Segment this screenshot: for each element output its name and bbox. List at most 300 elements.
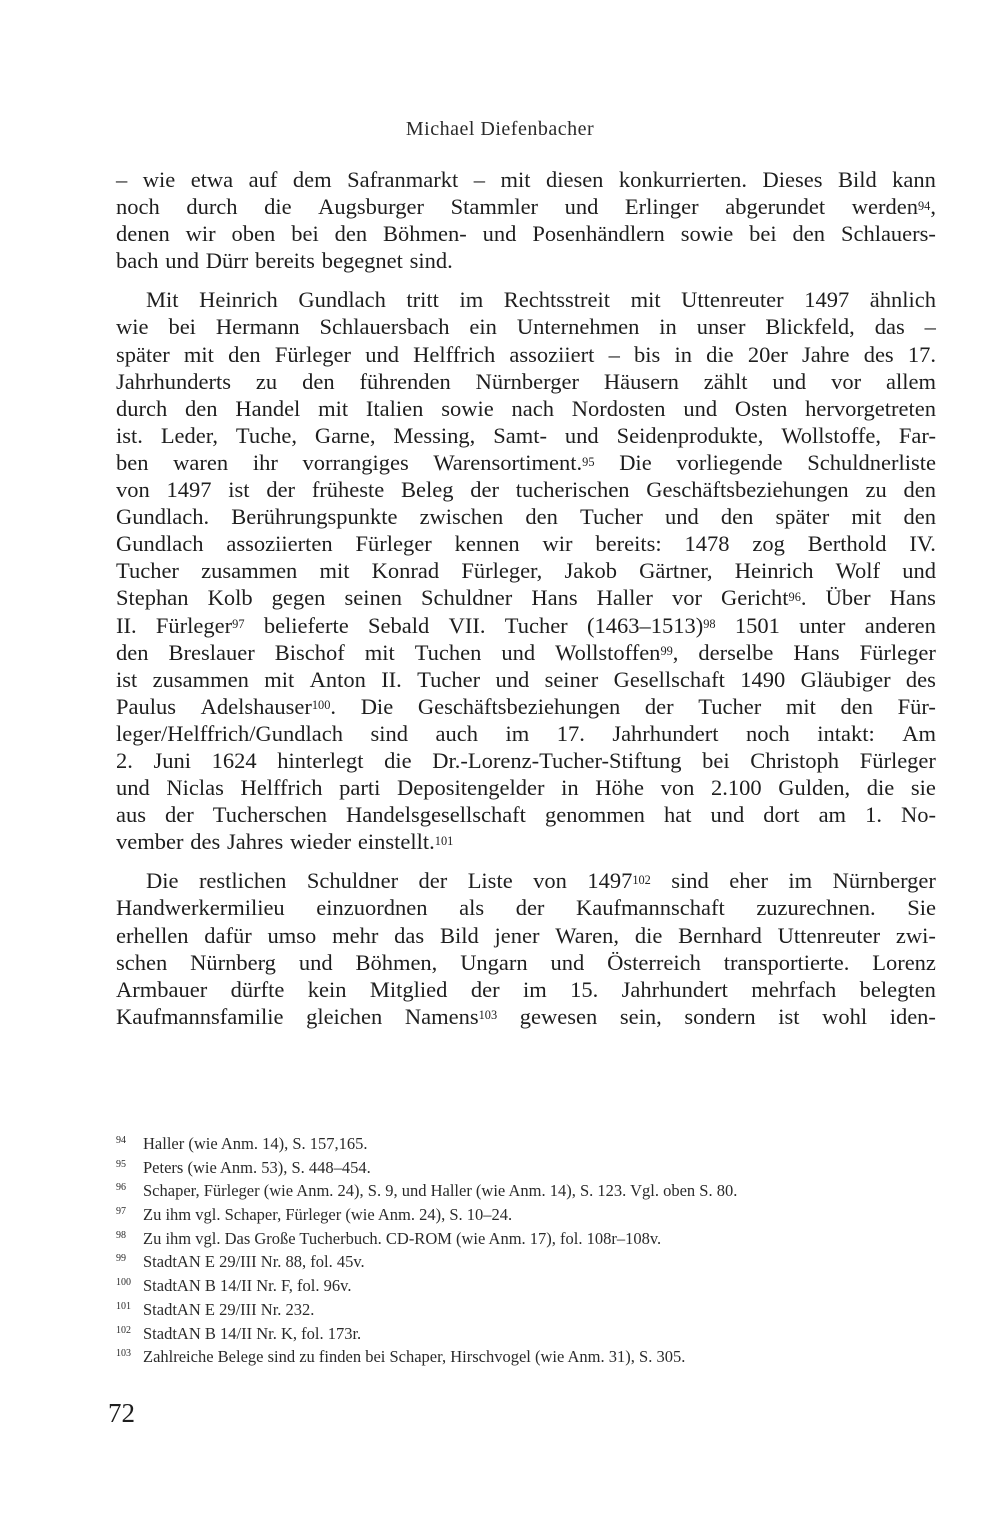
- word: und: [710, 802, 745, 828]
- word: Jahres: [226, 829, 284, 855]
- word: wie: [116, 314, 149, 340]
- text-line: [116, 949, 936, 976]
- running-header: Michael Diefenbacher: [405, 118, 595, 140]
- word: zusammen: [201, 558, 298, 584]
- word: die: [264, 194, 292, 220]
- word: schen: [116, 949, 168, 975]
- word: Tucher: [580, 504, 643, 530]
- word: Nürnberg: [190, 949, 276, 975]
- word: parti: [339, 775, 381, 801]
- word: im: [788, 868, 813, 894]
- word: von: [116, 477, 150, 503]
- word: und: [683, 395, 718, 421]
- word: Namens$^{103}$: [404, 1003, 498, 1029]
- word: 1478: [684, 531, 730, 557]
- word: und: [165, 248, 199, 274]
- word: auf: [248, 167, 278, 192]
- word: Stammler: [450, 194, 539, 220]
- word: von: [533, 868, 567, 894]
- word: tritt: [406, 287, 439, 313]
- word: sondern: [684, 1003, 756, 1029]
- word: Fürleger: [859, 747, 936, 773]
- word: Messing,: [393, 422, 476, 448]
- word: 1497$^{102}$: [587, 868, 651, 894]
- text-line: [116, 867, 936, 894]
- word: Hans: [531, 585, 578, 611]
- word: Berthold: [807, 531, 887, 557]
- word: mit: [183, 341, 214, 367]
- word: tucherischen: [515, 477, 630, 503]
- word: als: [459, 895, 485, 921]
- word: Kaufmannsfamilie: [116, 1003, 284, 1029]
- word: die: [384, 747, 412, 773]
- word: intakt:: [817, 720, 875, 746]
- word: kennen: [454, 531, 520, 557]
- word: und: [365, 341, 399, 367]
- word: Tucher: [417, 666, 481, 692]
- word: Jakob: [564, 558, 617, 584]
- word: Fürleger: [274, 341, 352, 367]
- word: 17.: [907, 341, 936, 367]
- word: Wollstoffen$^{99}$,: [555, 639, 679, 665]
- word: assoziierten: [226, 531, 333, 557]
- word: der: [165, 802, 194, 828]
- word: 1490: [740, 666, 786, 692]
- word: Paulus: [116, 693, 177, 719]
- word: Schlauers-: [840, 221, 936, 247]
- word: No-: [901, 802, 936, 828]
- word: anderen: [864, 612, 936, 638]
- word: Uttenreuter: [681, 287, 784, 313]
- text-line: [116, 247, 936, 274]
- footnote: [116, 1322, 936, 1346]
- word: Am: [902, 720, 936, 746]
- word: 1497: [804, 287, 850, 313]
- word: der: [470, 976, 500, 1002]
- text-line: [116, 422, 936, 449]
- word: bei: [291, 221, 319, 247]
- word: Handel: [235, 395, 301, 421]
- word: Stephan: [116, 585, 189, 611]
- word: mehrfach: [751, 976, 837, 1002]
- word: Bild: [837, 167, 877, 192]
- footnote: [116, 1250, 936, 1274]
- word: in: [674, 341, 692, 367]
- word: Böhmen,: [355, 949, 438, 975]
- footnotes: [116, 1132, 936, 1369]
- word: und: [482, 221, 517, 247]
- word: in: [561, 775, 579, 801]
- word: sie: [910, 775, 936, 801]
- word: belieferte: [263, 612, 349, 638]
- word: restlichen: [198, 868, 287, 894]
- word: und: [495, 666, 530, 692]
- footnote-number: 94: [116, 1135, 126, 1146]
- word: der: [515, 895, 545, 921]
- word: II.: [381, 666, 402, 692]
- word: Gundlach.: [116, 504, 210, 530]
- footnote: [116, 1179, 936, 1203]
- word: Fürleger,: [461, 558, 543, 584]
- word: Schuldner: [306, 868, 399, 894]
- word: Heinrich: [199, 287, 278, 313]
- word: und: [550, 949, 585, 975]
- word: kein: [307, 976, 347, 1002]
- word: ist: [228, 477, 250, 503]
- word: seiner: [544, 666, 599, 692]
- page-number: 72: [108, 1398, 135, 1428]
- word: wohl: [822, 1003, 868, 1029]
- word: Für-: [897, 693, 936, 719]
- word: Gläubiger: [800, 666, 891, 692]
- word: den: [525, 504, 558, 530]
- word: (1463–1513)$^{98}$: [586, 612, 716, 638]
- word: Far-: [898, 422, 936, 448]
- word: Geschäftsbeziehungen: [646, 477, 849, 503]
- word: hinterlegt: [277, 747, 364, 773]
- footnote-ref: 96: [788, 590, 801, 605]
- text-line: [116, 313, 936, 340]
- word: Christoph: [750, 747, 840, 773]
- word: Österreich: [607, 949, 701, 975]
- word: wir: [542, 531, 573, 557]
- text-line: [116, 530, 936, 557]
- word: 15.: [570, 976, 599, 1002]
- word: Kolb: [207, 585, 253, 611]
- text-line: [116, 193, 936, 220]
- text-line: [116, 922, 936, 949]
- paragraph: [116, 166, 936, 274]
- footnote-text: StadtAN E 29/III Nr. 232.: [143, 1299, 315, 1319]
- word: Tucher: [504, 612, 568, 638]
- word: später: [775, 504, 830, 530]
- word: im: [505, 720, 530, 746]
- footnote-text: Peters (wie Anm. 53), S. 448–454.: [143, 1157, 371, 1177]
- word: mit: [364, 639, 395, 665]
- text-line: [116, 476, 936, 503]
- word: –: [924, 314, 936, 340]
- footnote-ref: 99: [660, 644, 673, 659]
- word: von: [660, 775, 695, 801]
- word: Gärtner,: [639, 558, 713, 584]
- word: Adelshauser$^{100}$.: [200, 693, 337, 719]
- word: Geschäftsbeziehungen: [417, 693, 621, 719]
- word: sind: [671, 868, 709, 894]
- word: Warensortiment.$^{95}$: [433, 449, 595, 475]
- word: Armbauer: [116, 976, 208, 1002]
- word: derselbe: [698, 639, 774, 665]
- word: zog: [752, 531, 785, 557]
- word: 2.100: [710, 775, 762, 801]
- paragraph: [116, 286, 936, 855]
- word: bei: [749, 221, 777, 247]
- word: Fürleger$^{97}$: [155, 612, 245, 638]
- word: begegnet: [321, 248, 403, 274]
- word: der: [418, 868, 448, 894]
- text-line: [116, 894, 936, 921]
- footnote-text: Schaper, Fürleger (wie Anm. 24), S. 9, und Haller (wie Anm. 14), S. 123. Vgl. oben S. 80.: [143, 1181, 738, 1201]
- word: mit: [630, 287, 661, 313]
- footnote-text: Zahlreiche Belege sind zu finden bei Schaper, Hirschvogel (wie Anm. 31), S. 305.: [143, 1347, 686, 1367]
- footnote-number: 99: [116, 1253, 126, 1265]
- word: am: [818, 802, 847, 828]
- footnote-ref: 98: [703, 617, 716, 632]
- word: mit: [264, 666, 295, 692]
- word: Kaufmannschaft: [576, 895, 725, 921]
- word: im: [459, 287, 484, 313]
- word: und: [116, 775, 150, 801]
- footnote-text: Zu ihm vgl. Schaper, Fürleger (wie Anm. 24), S. 10–24.: [143, 1205, 513, 1225]
- word: noch: [116, 194, 160, 220]
- word: jener: [494, 922, 540, 948]
- word: zusammen: [152, 666, 249, 692]
- word: Tucherschen: [212, 802, 327, 828]
- word: 1497: [166, 477, 212, 503]
- text-line: [116, 368, 936, 395]
- word: gleichen: [306, 1003, 383, 1029]
- word: Hans: [889, 585, 936, 611]
- word: sind.: [409, 248, 453, 274]
- word: Mit: [146, 287, 179, 313]
- word: –: [608, 341, 620, 367]
- word: Gulden,: [778, 775, 851, 801]
- word: mit: [851, 504, 882, 530]
- word: Jahre: [802, 341, 850, 367]
- word: mit: [318, 395, 349, 421]
- word: Schuldner: [421, 585, 513, 611]
- word: Augsburger: [318, 194, 424, 220]
- word: iden-: [889, 1003, 936, 1029]
- word: und: [501, 639, 536, 665]
- footnote-ref: 103: [478, 1008, 498, 1023]
- word: Tuche,: [235, 422, 297, 448]
- word: unser: [696, 314, 746, 340]
- word: VII.: [448, 612, 486, 638]
- word: Uttenreuter: [777, 922, 881, 948]
- word: 17.: [556, 720, 585, 746]
- footnote-ref: 101: [434, 833, 454, 848]
- word: Gundlach: [116, 531, 204, 557]
- word: Osten: [734, 395, 788, 421]
- footnote: [116, 1132, 936, 1156]
- footnote-ref: 97: [232, 617, 245, 632]
- word: eher: [729, 868, 768, 894]
- footnote-text: StadtAN E 29/III Nr. 88, fol. 45v.: [143, 1252, 365, 1272]
- text-line: [116, 395, 936, 422]
- word: wieder: [289, 829, 352, 855]
- word: Bischof: [274, 639, 345, 665]
- footnote: [116, 1274, 936, 1298]
- paragraph: [116, 867, 936, 1030]
- word: genommen: [544, 802, 645, 828]
- word: den: [720, 504, 754, 530]
- word: allem: [886, 368, 936, 394]
- footnote-number: 103: [116, 1348, 131, 1360]
- footnote-text: StadtAN B 14/II Nr. K, fol. 173r.: [143, 1323, 362, 1343]
- word: und: [772, 368, 807, 394]
- word: Garne,: [314, 422, 376, 448]
- footnote-number: 95: [116, 1158, 126, 1170]
- word: den: [116, 639, 149, 665]
- text-line: [116, 828, 936, 855]
- word: dafür: [204, 922, 252, 948]
- word: einzuordnen: [316, 895, 428, 921]
- word: das: [394, 922, 425, 948]
- word: 2.: [116, 747, 133, 773]
- footnote-number: 97: [116, 1206, 126, 1218]
- word: in: [659, 314, 677, 340]
- footnote: [116, 1345, 936, 1369]
- word: dort: [763, 802, 800, 828]
- word: 20er: [747, 341, 788, 367]
- text-line: [116, 801, 936, 828]
- word: Haller: [596, 585, 653, 611]
- text-line: [116, 774, 936, 801]
- word: ist: [778, 1003, 800, 1029]
- word: Konrad: [371, 558, 440, 584]
- word: Breslauer: [168, 639, 255, 665]
- word: leger/Helffrich/Gundlach: [116, 720, 343, 746]
- word: der: [470, 477, 500, 503]
- text-line: [116, 557, 936, 584]
- text-line: [116, 976, 936, 1003]
- text-line: [116, 747, 936, 774]
- word: das: [874, 314, 905, 340]
- word: sind: [370, 720, 408, 746]
- text-line: [116, 449, 936, 476]
- word: Rechtsstreit: [503, 287, 611, 313]
- word: bereits:: [595, 531, 662, 557]
- word: seinen: [344, 585, 402, 611]
- word: –: [116, 167, 128, 192]
- word: zwischen: [419, 504, 504, 530]
- word: noch: [746, 720, 790, 746]
- word: ist.: [116, 422, 143, 448]
- word: Beleg: [401, 477, 454, 503]
- word: im: [522, 976, 547, 1002]
- footnote-text: Zu ihm vgl. Das Große Tucherbuch. CD-ROM (wie Anm. 17), fol. 108r–108v.: [143, 1228, 662, 1248]
- word: Heinrich: [734, 558, 814, 584]
- word: dürfte: [230, 976, 285, 1002]
- text-line: [116, 584, 936, 611]
- word: Helffrich: [413, 341, 496, 367]
- footnote-number: 102: [116, 1324, 131, 1336]
- word: Nürnberger: [475, 368, 579, 394]
- word: gewesen: [519, 1003, 598, 1029]
- word: Leder,: [160, 422, 218, 448]
- text-line: [116, 720, 936, 747]
- word: des: [905, 666, 936, 692]
- word: Tucher: [116, 558, 179, 584]
- word: Jahrhundert: [621, 976, 728, 1002]
- word: der: [266, 477, 296, 503]
- word: zwi-: [895, 922, 936, 948]
- word: Schuldnerliste: [807, 449, 936, 475]
- word: Dr.-Lorenz-Tucher-Stiftung: [432, 747, 682, 773]
- word: zu: [865, 477, 887, 503]
- word: kann: [892, 167, 936, 192]
- word: Sie: [907, 895, 936, 921]
- text-line: [116, 166, 936, 193]
- word: Wollstoffe,: [781, 422, 881, 448]
- word: mit: [500, 167, 531, 192]
- word: Tuchen: [414, 639, 482, 665]
- word: Handwerkermilieu: [116, 895, 285, 921]
- word: Helffrich: [240, 775, 323, 801]
- word: auch: [435, 720, 478, 746]
- footnote: [116, 1156, 936, 1180]
- word: Sebald: [368, 612, 430, 638]
- word: Jahrhunderts: [116, 368, 231, 394]
- word: nach: [511, 395, 554, 421]
- text-line: [116, 1003, 936, 1030]
- word: konkurrierten.: [618, 167, 747, 192]
- word: und: [564, 422, 599, 448]
- footnote: [116, 1227, 936, 1251]
- word: den: [302, 368, 335, 394]
- word: Handelsgesellschaft: [345, 802, 526, 828]
- text-line: [116, 639, 936, 666]
- word: Wolf: [835, 558, 881, 584]
- word: Juni: [153, 747, 192, 773]
- word: hervorgetreten: [805, 395, 936, 421]
- word: durch: [186, 194, 238, 220]
- word: Über: [825, 585, 871, 611]
- word: bach: [116, 248, 159, 274]
- word: den: [840, 693, 873, 719]
- word: den: [228, 341, 261, 367]
- word: umso: [267, 922, 317, 948]
- word: des: [863, 341, 894, 367]
- word: Häusern: [603, 368, 679, 394]
- word: die: [866, 775, 895, 801]
- text-line: [116, 612, 936, 639]
- word: später: [116, 341, 170, 367]
- footnote-ref: 95: [582, 454, 595, 469]
- word: vorrangiges: [302, 449, 409, 475]
- word: die: [634, 922, 663, 948]
- word: aus: [116, 802, 146, 828]
- word: Dürr: [205, 248, 249, 274]
- word: II.: [116, 612, 137, 638]
- word: waren: [173, 449, 229, 475]
- word: hat: [663, 802, 692, 828]
- footnote-ref: 102: [632, 873, 651, 888]
- word: Depositengelder: [397, 775, 545, 801]
- word: gegen: [271, 585, 326, 611]
- word: sein,: [619, 1003, 662, 1029]
- word: wir: [185, 221, 216, 247]
- word: ihr: [252, 449, 278, 475]
- word: denen: [116, 221, 170, 247]
- word: Safranmarkt: [347, 167, 459, 192]
- word: ist: [116, 666, 138, 692]
- word: ben: [116, 449, 149, 475]
- footnote-ref: 100: [311, 698, 331, 713]
- word: wie: [142, 167, 176, 192]
- word: Fürleger: [859, 639, 936, 665]
- word: mehr: [332, 922, 379, 948]
- footnote-number: 96: [116, 1182, 126, 1194]
- word: den: [334, 221, 368, 247]
- word: sowie: [441, 395, 494, 421]
- word: vor: [831, 368, 862, 394]
- word: transportierte.: [723, 949, 850, 975]
- word: und: [298, 949, 333, 975]
- footnote-number: 100: [116, 1277, 131, 1289]
- word: Blickfeld,: [765, 314, 855, 340]
- word: erhellen: [116, 922, 189, 948]
